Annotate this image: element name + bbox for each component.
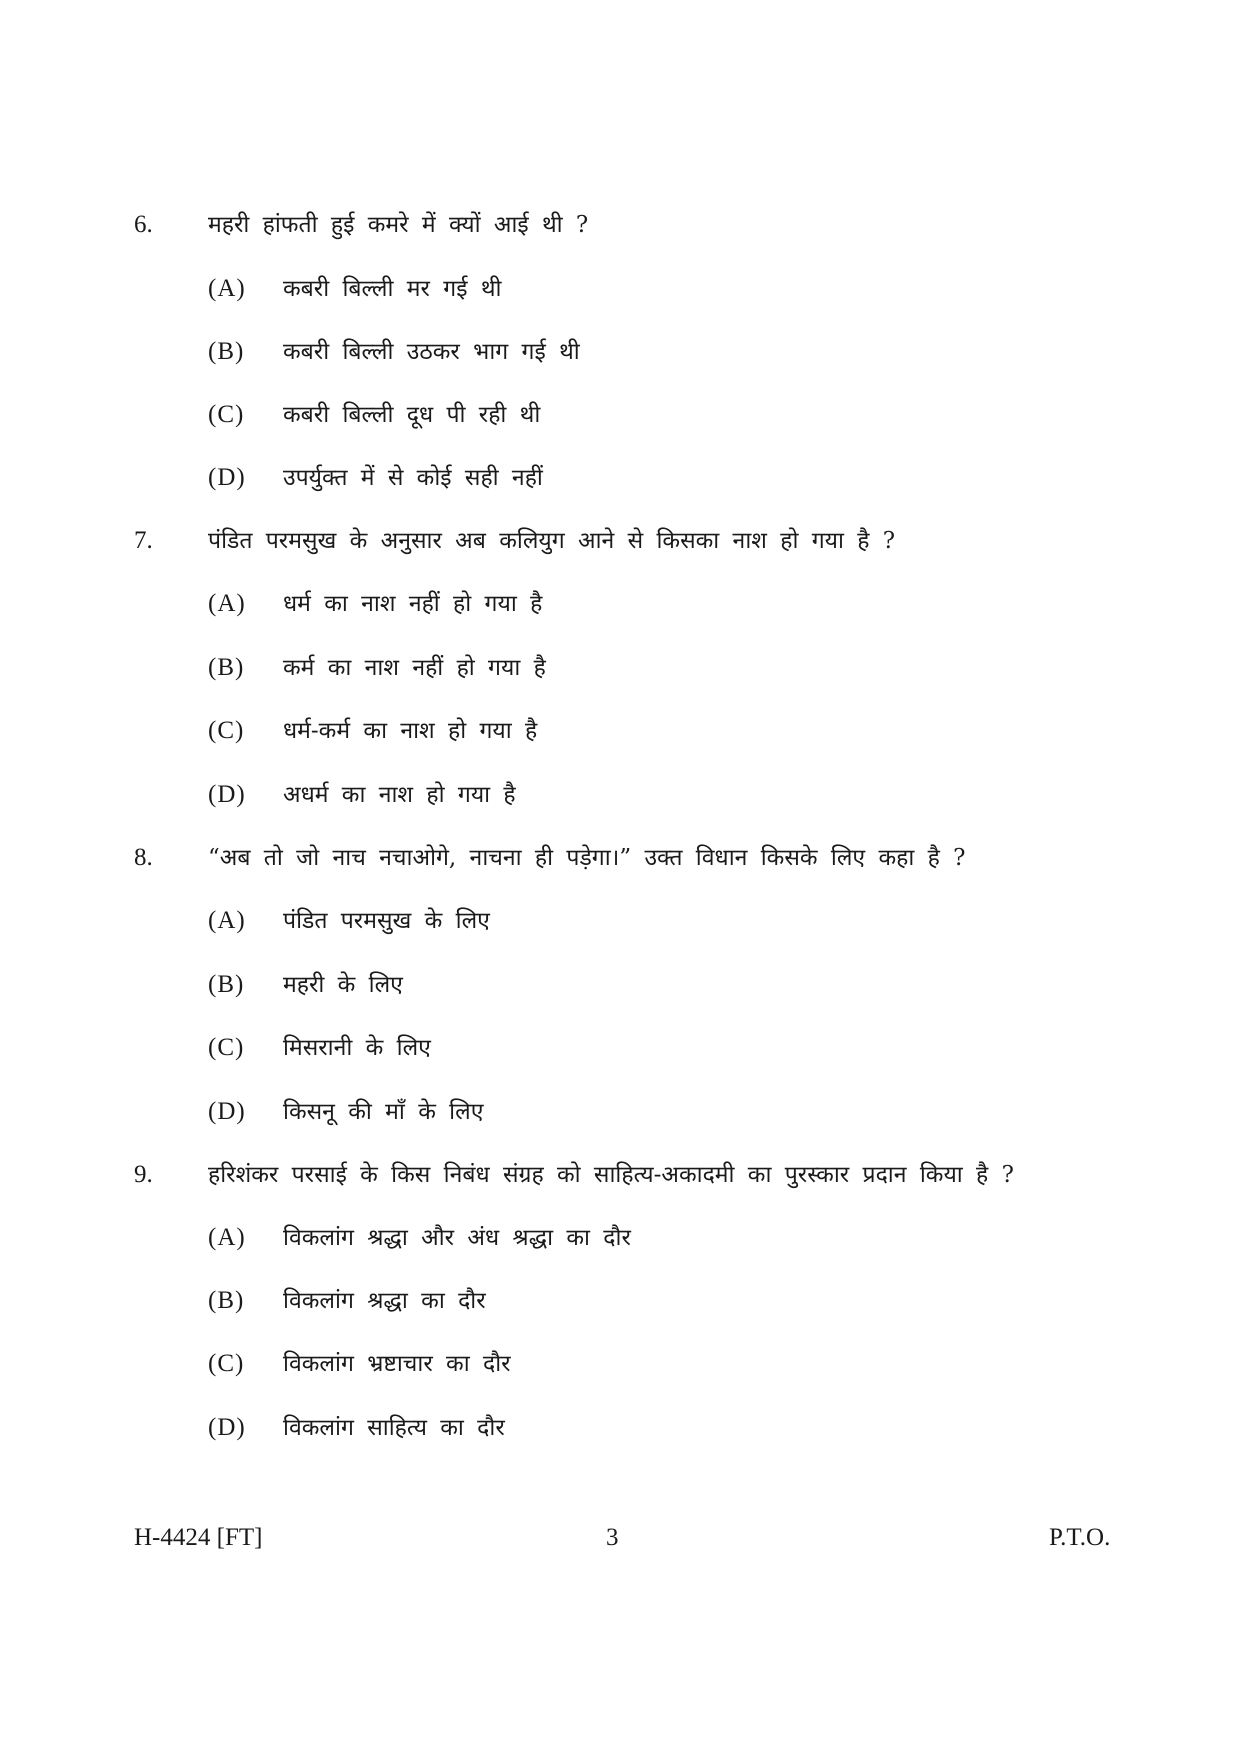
option-letter: (D) [208, 1414, 246, 1441]
option-letter: (B) [208, 338, 245, 365]
option-text: किसनू की माँ के लिए [283, 1099, 484, 1125]
option-8d [0, 1095, 1240, 1129]
option-text: कबरी बिल्ली दूध पी रही थी [283, 402, 541, 428]
option-6d [0, 461, 1240, 495]
option-7d [0, 778, 1240, 812]
option-letter: (B) [208, 654, 245, 681]
question-number: 9. [134, 1161, 153, 1188]
option-text: विकलांग साहित्य का दौर [283, 1415, 505, 1441]
option-text: अधर्म का नाश हो गया है [283, 782, 516, 808]
question-text: पंडित परमसुख के अनुसार अब कलियुग आने से किसका नाश हो गया है ? [208, 528, 896, 554]
option-letter: (D) [208, 464, 246, 491]
option-9a [0, 1221, 1240, 1255]
option-text: विकलांग श्रद्धा का दौर [283, 1288, 486, 1314]
option-letter: (A) [208, 1224, 246, 1251]
option-text: मिसरानी के लिए [283, 1035, 431, 1061]
option-6b [0, 335, 1240, 369]
option-letter: (D) [208, 781, 246, 808]
question-text: हरिशंकर परसाई के किस निबंध संग्रह को साहित्य-अकादमी का पुरस्कार प्रदान किया है ? [208, 1162, 1014, 1188]
option-9b [0, 1284, 1240, 1318]
option-text: महरी के लिए [283, 972, 403, 998]
option-letter: (A) [208, 590, 246, 617]
option-7b [0, 651, 1240, 685]
option-letter: (C) [208, 1034, 245, 1061]
option-letter: (C) [208, 401, 245, 428]
question-number: 7. [134, 527, 153, 554]
option-6a [0, 272, 1240, 306]
question-number: 6. [134, 211, 153, 238]
option-text: पंडित परमसुख के लिए [283, 908, 490, 934]
option-8a [0, 904, 1240, 938]
option-7a [0, 587, 1240, 621]
option-8c [0, 1031, 1240, 1065]
option-letter: (D) [208, 1098, 246, 1125]
paper-code: H-4424 [FT] [134, 1524, 263, 1551]
option-8b [0, 968, 1240, 1002]
question-text: महरी हांफती हुई कमरे में क्यों आई थी ? [208, 212, 589, 238]
question-number: 8. [134, 844, 153, 871]
option-text: कबरी बिल्ली उठकर भाग गई थी [283, 339, 580, 365]
page-number: 3 [606, 1524, 619, 1551]
option-letter: (A) [208, 275, 246, 302]
option-6c [0, 398, 1240, 432]
option-text: कर्म का नाश नहीं हो गया है [283, 655, 546, 681]
option-text: धर्म-कर्म का नाश हो गया है [283, 718, 538, 744]
option-7c [0, 714, 1240, 748]
option-letter: (B) [208, 971, 245, 998]
option-letter: (C) [208, 717, 245, 744]
pto-label: P.T.O. [1049, 1524, 1111, 1551]
option-letter: (C) [208, 1350, 245, 1377]
option-letter: (B) [208, 1287, 245, 1314]
option-9d [0, 1411, 1240, 1445]
option-text: कबरी बिल्ली मर गई थी [283, 276, 502, 302]
option-letter: (A) [208, 907, 246, 934]
option-text: उपर्युक्त में से कोई सही नहीं [283, 465, 543, 491]
question-text: “अब तो जो नाच नचाओगे, नाचना ही पड़ेगा।” उक्त विधान किसके लिए कहा है ? [208, 845, 966, 871]
option-9c [0, 1347, 1240, 1381]
option-text: धर्म का नाश नहीं हो गया है [283, 591, 543, 617]
option-text: विकलांग भ्रष्टाचार का दौर [283, 1351, 511, 1377]
option-text: विकलांग श्रद्धा और अंध श्रद्धा का दौर [283, 1225, 631, 1251]
